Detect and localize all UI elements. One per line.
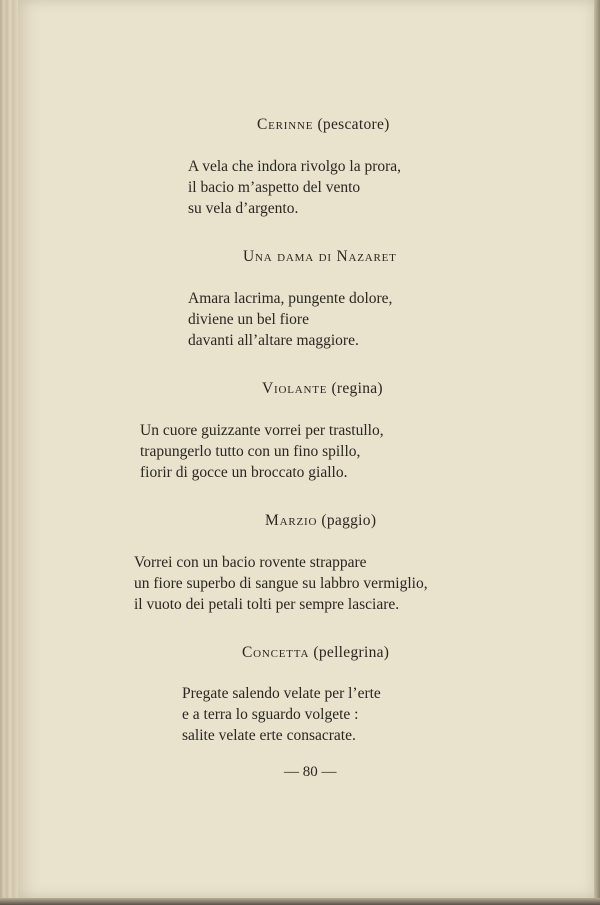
speaker-heading-concetta — [242, 644, 389, 662]
verse-line: su vela d’argento. — [188, 200, 299, 217]
speaker-name: Violante — [262, 380, 328, 397]
stanza-cerinne — [188, 156, 401, 219]
speaker-heading-dama — [243, 248, 397, 266]
speaker-name: Cerinne — [257, 116, 314, 133]
speaker-heading-violante — [262, 380, 383, 398]
verse-line: fiorir di gocce un broccato giallo. — [140, 464, 348, 481]
speaker-role: (paggio) — [321, 512, 377, 529]
verse-line: A vela che indora rivolgo la prora, — [188, 158, 402, 175]
speaker-heading-cerinne — [257, 116, 390, 134]
verse-line: Pregate salendo velate per l’erte — [182, 685, 381, 702]
verse-line: Vorrei con un bacio rovente strappare — [134, 554, 367, 571]
stanza-dama — [188, 288, 392, 351]
verse-line: Amara lacrima, pungente dolore, — [188, 290, 393, 307]
page-right-shadow — [594, 0, 600, 905]
speaker-role: (pellegrina) — [313, 644, 390, 661]
stanza-marzio — [134, 552, 428, 615]
stanza-concetta — [182, 683, 381, 746]
verse-line: davanti all’altare maggiore. — [188, 332, 359, 349]
verse-line: diviene un bel fiore — [188, 311, 309, 328]
verse-line: salite velate erte consacrate. — [182, 727, 356, 744]
speaker-name: Marzio — [265, 512, 318, 529]
stanza-violante — [140, 420, 384, 483]
verse-line: e a terra lo sguardo volgete : — [182, 706, 359, 723]
verse-line: il bacio m’aspetto del vento — [188, 179, 361, 196]
verse-line: il vuoto dei petali tolti per sempre lasciare. — [134, 596, 400, 613]
page-number: — 80 — — [284, 764, 337, 780]
page-bottom-shadow — [0, 898, 600, 905]
speaker-name: Una dama di Nazaret — [243, 248, 397, 265]
verse-line: un fiore superbo di sangue su labbro vermiglio, — [134, 575, 428, 592]
speaker-name: Concetta — [242, 644, 310, 661]
verse-line: trapungerlo tutto con un fino spillo, — [140, 443, 361, 460]
speaker-role: (regina) — [331, 380, 383, 397]
verse-line: Un cuore guizzante vorrei per trastullo, — [140, 422, 384, 439]
speaker-heading-marzio — [265, 512, 376, 530]
speaker-role: (pescatore) — [317, 116, 390, 133]
